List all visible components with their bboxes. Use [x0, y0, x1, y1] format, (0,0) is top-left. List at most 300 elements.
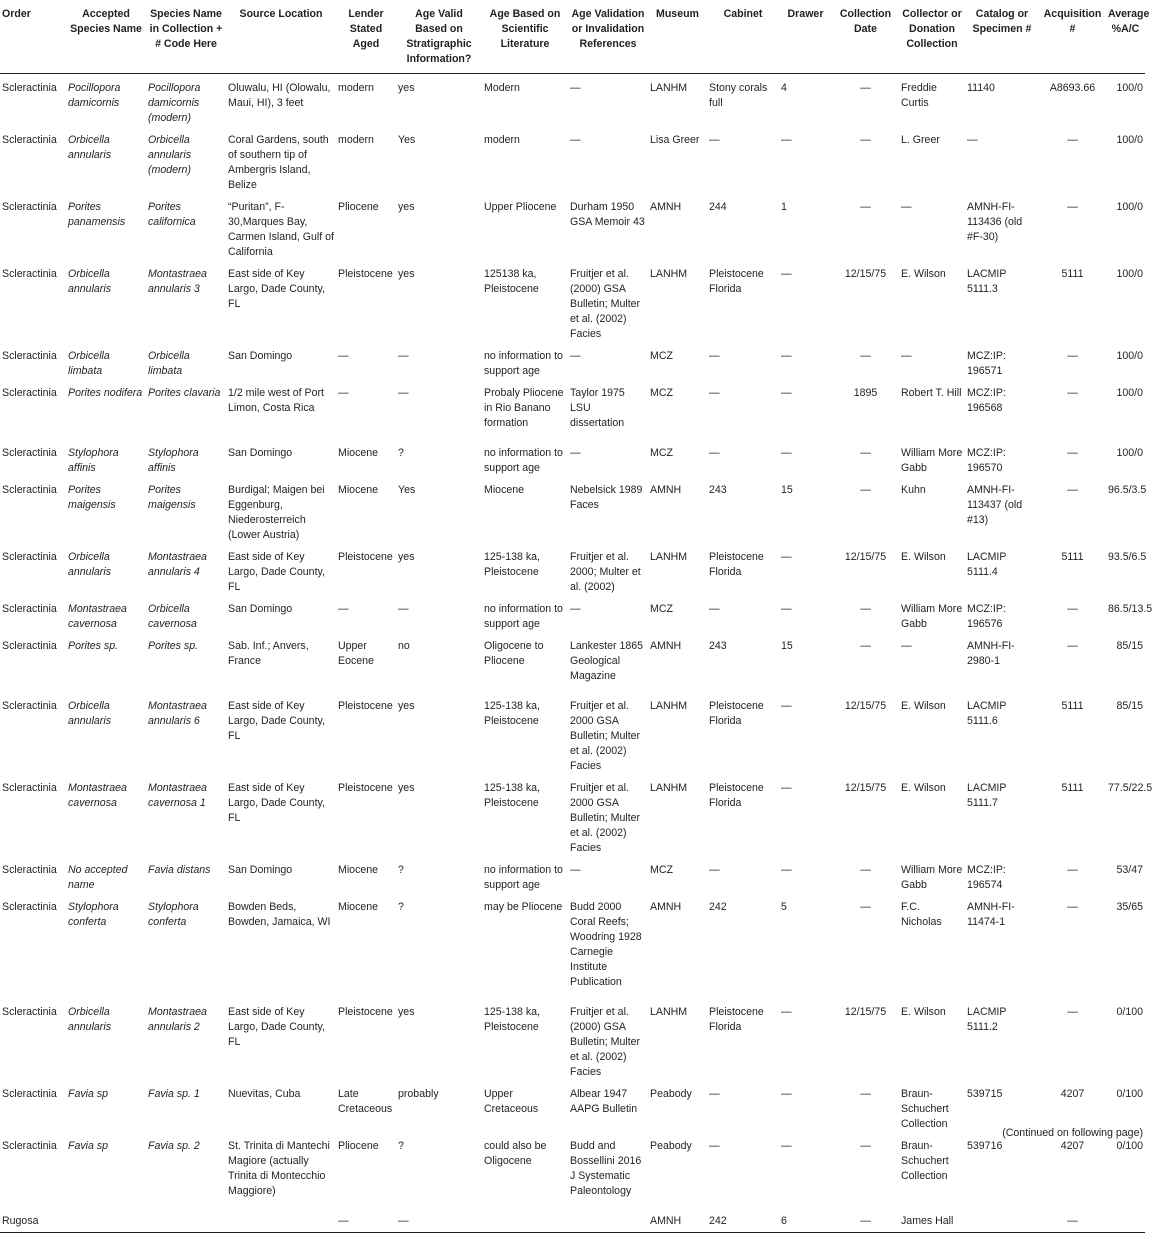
- cell-age-scientific-literature: 125-138 ka, Pleistocene: [484, 700, 540, 727]
- cell-species-name-in-collection: Orbicella cavernosa: [148, 603, 197, 630]
- cell-collector: F.C. Nicholas: [901, 901, 942, 928]
- cell-lender-stated-aged: —: [338, 603, 349, 615]
- table-row: [0, 543, 1145, 595]
- cell-age-validation-references: [568, 1207, 648, 1233]
- header-cabinet: Cabinet: [707, 0, 779, 74]
- cell-cabinet: 244: [709, 201, 727, 213]
- cell-accepted-species-name: Orbicella limbata: [68, 350, 110, 377]
- cell-acquisition-number: —: [1067, 484, 1078, 496]
- cell-species-name-in-collection: Montastraea annularis 6: [148, 700, 207, 727]
- table-row: [0, 998, 1145, 1080]
- table-row: [0, 632, 1145, 692]
- cell-collector: L. Greer: [901, 134, 940, 146]
- cell-species-name-in-collection: Porites maigensis: [148, 484, 196, 511]
- cell-species-name-in-collection: Favia sp. 2: [148, 1140, 200, 1152]
- cell-acquisition-number: —: [1067, 864, 1078, 876]
- cell-acquisition-number: 4207: [1060, 1088, 1085, 1100]
- header-collection-date: Collection Date: [832, 0, 899, 74]
- cell-accepted-species-name: Orbicella annularis: [68, 134, 111, 161]
- cell-species-name-in-collection: Favia distans: [148, 864, 211, 876]
- cell-drawer: —: [781, 700, 792, 712]
- cell-age-validation-references: Fruitjer et al. (2000) GSA Bulletin; Multer et al. (2002) Facies: [570, 268, 641, 340]
- cell-cabinet: —: [709, 1088, 720, 1100]
- cell-species-name-in-collection: Montastraea annularis 3: [148, 268, 207, 295]
- cell-cabinet: —: [709, 387, 720, 399]
- cell-drawer: —: [781, 1006, 792, 1018]
- cell-order: Scleractinia: [2, 134, 57, 146]
- table-row: [0, 893, 1145, 998]
- cell-catalog-number: AMNH-FI-113436 (old #F-30): [967, 201, 1023, 243]
- cell-drawer: 5: [781, 901, 787, 913]
- cell-drawer: —: [781, 268, 792, 280]
- cell-species-name-in-collection: Orbicella limbata: [148, 350, 190, 377]
- cell-age-scientific-literature: 125-138 ka, Pleistocene: [484, 551, 540, 578]
- cell-average-ac: 100/0: [1116, 82, 1143, 94]
- cell-lender-stated-aged: Pliocene: [338, 201, 379, 213]
- table-row: [0, 476, 1145, 543]
- cell-acquisition-number: 5111: [1061, 268, 1084, 280]
- cell-museum: AMNH: [650, 201, 682, 213]
- cell-order: Rugosa: [0, 1207, 66, 1233]
- cell-collector: E. Wilson: [901, 700, 946, 712]
- cell-average-ac: 93.5/6.5: [1108, 551, 1147, 563]
- cell-age-scientific-literature: could also be Oligocene: [484, 1140, 547, 1167]
- cell-age-valid-stratigraphic: yes: [398, 82, 415, 94]
- cell-collector: E. Wilson: [901, 1006, 946, 1018]
- cell-lender-stated-aged: modern: [338, 134, 374, 146]
- cell-drawer: —: [781, 350, 792, 362]
- cell-accepted-species-name: Orbicella annularis: [68, 551, 111, 578]
- cell-collector: William More Gabb: [901, 447, 963, 474]
- cell-lender-stated-aged: Pleistocene: [338, 551, 393, 563]
- cell-acquisition-number: —: [1067, 901, 1078, 913]
- table-header: [0, 0, 1150, 74]
- cell-source-location: Burdigal; Maigen bei Eggenburg, Niederosterreich (Lower Austria): [228, 484, 325, 541]
- cell-age-scientific-literature: Upper Cretaceous: [484, 1088, 539, 1115]
- cell-age-scientific-literature: Miocene: [484, 484, 525, 496]
- cell-lender-stated-aged: Pleistocene: [338, 268, 393, 280]
- cell-source-location: [226, 1207, 336, 1233]
- cell-source-location: East side of Key Largo, Dade County, FL: [228, 551, 325, 593]
- cell-acquisition-number: —: [1067, 603, 1078, 615]
- cell-acquisition-number: A8693.66: [1049, 82, 1096, 94]
- cell-age-validation-references: Nebelsick 1989 Faces: [570, 484, 643, 511]
- table-body: [0, 74, 1152, 1233]
- cell-accepted-species-name: Orbicella annularis: [68, 268, 111, 295]
- cell-lender-stated-aged: —: [336, 1207, 396, 1233]
- cell-collection-date: 12/15/75: [844, 551, 887, 563]
- header-age-scientific-literature: Age Based on Scientific Literature: [482, 0, 568, 74]
- table-row: [0, 595, 1145, 632]
- cell-catalog-number: LACMIP 5111.7: [967, 782, 1007, 809]
- cell-accepted-species-name: Stylophora conferta: [68, 901, 119, 928]
- cell-cabinet: Stony corals full: [709, 82, 768, 109]
- cell-source-location: East side of Key Largo, Dade County, FL: [228, 782, 325, 824]
- cell-species-name-in-collection: Favia sp. 1: [148, 1088, 200, 1100]
- cell-order: Scleractinia: [2, 268, 57, 280]
- cell-species-name-in-collection: Montastraea annularis 4: [148, 551, 207, 578]
- cell-drawer: 15: [781, 484, 793, 496]
- cell-collector: William More Gabb: [901, 864, 963, 891]
- cell-age-scientific-literature: [482, 1207, 568, 1233]
- cell-accepted-species-name: Orbicella annularis: [68, 1006, 111, 1033]
- cell-drawer: —: [781, 551, 792, 563]
- cell-source-location: St. Trinita di Mantechi Magiore (actually Trinita di Montecchio Maggiore): [228, 1140, 330, 1197]
- cell-age-validation-references: Fruitjer et al. 2000; Multer et al. (2002): [570, 551, 641, 593]
- cell-average-ac: 100/0: [1116, 134, 1143, 146]
- cell-order: Scleractinia: [2, 864, 57, 876]
- cell-acquisition-number: —: [1067, 134, 1078, 146]
- cell-order: Scleractinia: [2, 82, 57, 94]
- cell-species-name-in-collection: [146, 1207, 226, 1233]
- cell-accepted-species-name: Porites nodifera: [68, 387, 143, 399]
- cell-collection-date: —: [860, 864, 871, 876]
- cell-catalog-number: MCZ:IP: 196574: [967, 864, 1006, 891]
- cell-age-valid-stratigraphic: —: [398, 387, 409, 399]
- cell-museum: AMNH: [650, 484, 682, 496]
- cell-catalog-number: LACMIP 5111.2: [967, 1006, 1007, 1033]
- cell-age-validation-references: Lankester 1865 Geological Magazine: [570, 640, 644, 682]
- cell-cabinet: Pleistocene Florida: [709, 1006, 764, 1033]
- cell-accepted-species-name: Porites panamensis: [68, 201, 126, 228]
- cell-lender-stated-aged: Miocene: [338, 484, 379, 496]
- cell-lender-stated-aged: Late Cretaceous: [338, 1088, 393, 1115]
- cell-catalog-number: —: [967, 134, 978, 146]
- table-row: [0, 74, 1145, 127]
- cell-museum: Peabody: [650, 1140, 692, 1152]
- cell-catalog-number: MCZ:IP: 196570: [967, 447, 1006, 474]
- cell-acquisition-number: —: [1067, 201, 1078, 213]
- cell-lender-stated-aged: —: [338, 387, 349, 399]
- cell-species-name-in-collection: Orbicella annularis (modern): [148, 134, 191, 176]
- continued-note: (Continued on following page): [1002, 1127, 1143, 1139]
- cell-collector: E. Wilson: [901, 551, 946, 563]
- cell-collection-date: 1895: [853, 387, 878, 399]
- table-row: [0, 342, 1145, 379]
- cell-museum: MCZ: [650, 447, 673, 459]
- cell-age-valid-stratigraphic: ?: [398, 864, 404, 876]
- cell-age-scientific-literature: no information to support age: [484, 447, 563, 474]
- cell-source-location: San Domingo: [228, 350, 293, 362]
- cell-order: Scleractinia: [2, 484, 57, 496]
- header-order: Order: [0, 0, 66, 74]
- cell-species-name-in-collection: Montastraea annularis 2: [148, 1006, 207, 1033]
- cell-age-scientific-literature: Upper Pliocene: [484, 201, 557, 213]
- cell-age-valid-stratigraphic: —: [398, 350, 409, 362]
- header-accepted-species-name: Accepted Species Name: [66, 0, 146, 74]
- cell-lender-stated-aged: Miocene: [338, 447, 379, 459]
- cell-cabinet: 243: [709, 640, 727, 652]
- cell-drawer: 15: [781, 640, 793, 652]
- cell-order: Scleractinia: [2, 447, 57, 459]
- cell-drawer: 4: [781, 82, 787, 94]
- cell-collector: E. Wilson: [901, 782, 946, 794]
- cell-acquisition-number: 5111: [1061, 551, 1084, 563]
- cell-drawer: 1: [781, 201, 787, 213]
- cell-museum: MCZ: [650, 350, 673, 362]
- cell-cabinet: —: [709, 350, 720, 362]
- cell-collector: Kuhn: [901, 484, 926, 496]
- header-species-name-in-collection: Species Name in Collection + # Code Here: [146, 0, 226, 74]
- cell-collection-date: —: [860, 134, 871, 146]
- cell-collector: Braun-Schuchert Collection: [901, 1140, 949, 1182]
- cell-accepted-species-name: [66, 1207, 146, 1233]
- cell-source-location: “Puritan”, F-30,Marques Bay, Carmen Island, Gulf of California: [228, 201, 334, 258]
- cell-acquisition-number: 5111: [1061, 782, 1084, 794]
- cell-drawer: —: [781, 134, 792, 146]
- cell-collector: E. Wilson: [901, 268, 946, 280]
- cell-drawer: —: [781, 864, 792, 876]
- cell-museum: LANHM: [650, 551, 688, 563]
- cell-collector: Braun-Schuchert Collection: [901, 1088, 949, 1130]
- cell-species-name-in-collection: Pocillopora damicornis (modern): [148, 82, 201, 124]
- cell-catalog-number: MCZ:IP: 196571: [967, 350, 1006, 377]
- cell-cabinet: —: [709, 134, 720, 146]
- cell-lender-stated-aged: Pleistocene: [338, 700, 393, 712]
- cell-age-scientific-literature: Oligocene to Pliocene: [484, 640, 544, 667]
- cell-accepted-species-name: No accepted name: [68, 864, 128, 891]
- header-lender-stated-aged: Lender Stated Aged: [336, 0, 396, 74]
- cell-cabinet: Pleistocene Florida: [709, 782, 764, 809]
- cell-average-ac: 85/15: [1116, 700, 1143, 712]
- cell-museum: AMNH: [648, 1207, 707, 1233]
- header-museum: Museum: [648, 0, 707, 74]
- table-row: [0, 126, 1145, 193]
- table-row: [0, 774, 1145, 856]
- cell-cabinet: —: [709, 1140, 720, 1152]
- cell-age-validation-references: Durham 1950 GSA Memoir 43: [570, 201, 645, 228]
- cell-source-location: East side of Key Largo, Dade County, FL: [228, 700, 325, 742]
- cell-accepted-species-name: Orbicella annularis: [68, 700, 111, 727]
- header-age-valid-stratigraphic: Age Valid Based on Stratigraphic Information?: [396, 0, 482, 74]
- cell-average-ac: 0/100: [1116, 1088, 1143, 1100]
- cell-age-validation-references: —: [570, 350, 581, 362]
- cell-drawer: —: [781, 447, 792, 459]
- cell-species-name-in-collection: Porites clavaria: [148, 387, 221, 399]
- cell-museum: LANHM: [650, 82, 688, 94]
- cell-museum: AMNH: [650, 901, 682, 913]
- cell-drawer: —: [781, 603, 792, 615]
- cell-age-scientific-literature: Probaly Pliocene in Rio Banano formation: [484, 387, 564, 429]
- cell-source-location: Nuevitas, Cuba: [228, 1088, 301, 1100]
- cell-age-valid-stratigraphic: yes: [398, 1006, 415, 1018]
- cell-age-validation-references: Budd and Bossellini 2016 J Systematic Paleontology: [570, 1140, 642, 1197]
- cell-source-location: San Domingo: [228, 603, 293, 615]
- cell-drawer: 6: [779, 1207, 832, 1233]
- cell-order: Scleractinia: [2, 201, 57, 213]
- cell-catalog-number: AMNH-FI-11474-1: [967, 901, 1015, 928]
- cell-lender-stated-aged: Pleistocene: [338, 782, 393, 794]
- cell-acquisition-number: —: [1067, 640, 1078, 652]
- cell-collector: William More Gabb: [901, 603, 963, 630]
- cell-collection-date: —: [860, 201, 871, 213]
- cell-average-ac: 86.5/13.5: [1108, 603, 1152, 615]
- cell-order: Scleractinia: [2, 1088, 57, 1100]
- cell-lender-stated-aged: modern: [338, 82, 374, 94]
- cell-catalog-number: AMNH-FI-2980-1: [967, 640, 1015, 667]
- cell-collection-date: —: [860, 350, 871, 362]
- cell-catalog-number: 539716: [967, 1140, 1003, 1152]
- cell-age-validation-references: Budd 2000 Coral Reefs; Woodring 1928 Carnegie Institute Publication: [570, 901, 642, 988]
- cell-museum: Peabody: [650, 1088, 692, 1100]
- cell-source-location: San Domingo: [228, 447, 293, 459]
- cell-average-ac: 35/65: [1116, 901, 1143, 913]
- cell-museum: MCZ: [650, 387, 673, 399]
- cell-museum: MCZ: [650, 603, 673, 615]
- cell-collection-date: —: [860, 484, 871, 496]
- cell-order: Scleractinia: [2, 782, 57, 794]
- cell-catalog-number: [965, 1207, 1039, 1233]
- cell-source-location: 1/2 mile west of Port Limon, Costa Rica: [228, 387, 324, 414]
- cell-age-scientific-literature: no information to support age: [484, 603, 563, 630]
- table-row: [0, 379, 1145, 439]
- cell-age-valid-stratigraphic: no: [398, 640, 410, 652]
- cell-average-ac: [1106, 1207, 1145, 1233]
- cell-cabinet: 243: [709, 484, 727, 496]
- cell-collection-date: 12/15/75: [844, 268, 887, 280]
- cell-order: Scleractinia: [2, 901, 57, 913]
- cell-lender-stated-aged: Pliocene: [338, 1140, 379, 1152]
- cell-age-valid-stratigraphic: ?: [398, 901, 404, 913]
- cell-age-valid-stratigraphic: yes: [398, 201, 415, 213]
- header-catalog-number: Catalog or Specimen #: [965, 0, 1039, 74]
- table-row: [0, 1207, 1145, 1233]
- cell-collection-date: —: [832, 1207, 899, 1233]
- cell-source-location: East side of Key Largo, Dade County, FL: [228, 268, 325, 310]
- header-age-validation-references: Age Validation or Invalidation References: [568, 0, 648, 74]
- cell-order: Scleractinia: [2, 551, 57, 563]
- cell-age-valid-stratigraphic: —: [398, 603, 409, 615]
- cell-age-valid-stratigraphic: —: [396, 1207, 482, 1233]
- cell-museum: AMNH: [650, 640, 682, 652]
- cell-species-name-in-collection: Porites californica: [148, 201, 196, 228]
- header-row: [0, 0, 1145, 74]
- cell-museum: MCZ: [650, 864, 673, 876]
- cell-accepted-species-name: Porites sp.: [68, 640, 119, 652]
- cell-drawer: —: [781, 387, 792, 399]
- cell-collection-date: —: [860, 901, 871, 913]
- cell-average-ac: 85/15: [1116, 640, 1143, 652]
- cell-age-scientific-literature: may be Pliocene: [484, 901, 563, 913]
- cell-age-scientific-literature: 125-138 ka, Pleistocene: [484, 782, 540, 809]
- cell-age-validation-references: —: [570, 447, 581, 459]
- cell-drawer: —: [781, 1140, 792, 1152]
- cell-species-name-in-collection: Porites sp.: [148, 640, 199, 652]
- cell-collection-date: 12/15/75: [844, 1006, 887, 1018]
- cell-museum: LANHM: [650, 782, 688, 794]
- cell-order: Scleractinia: [2, 387, 57, 399]
- cell-acquisition-number: 5111: [1061, 700, 1084, 712]
- cell-accepted-species-name: Favia sp: [68, 1088, 109, 1100]
- cell-collector: Robert T. Hill: [901, 387, 962, 399]
- cell-age-validation-references: —: [570, 134, 581, 146]
- table-row: [0, 1080, 1145, 1132]
- cell-order: Scleractinia: [2, 1140, 57, 1152]
- cell-age-valid-stratigraphic: ?: [398, 1140, 404, 1152]
- cell-species-name-in-collection: Stylophora affinis: [148, 447, 199, 474]
- cell-accepted-species-name: Favia sp: [68, 1140, 109, 1152]
- cell-acquisition-number: —: [1067, 387, 1078, 399]
- cell-cabinet: Pleistocene Florida: [709, 551, 764, 578]
- cell-cabinet: —: [709, 864, 720, 876]
- cell-collector: —: [901, 201, 912, 213]
- cell-drawer: —: [781, 1088, 792, 1100]
- cell-catalog-number: 11140: [967, 82, 995, 94]
- header-average-ac: Average %A/C: [1106, 0, 1145, 74]
- cell-acquisition-number: —: [1067, 350, 1078, 362]
- cell-museum: LANHM: [650, 268, 688, 280]
- header-source-location: Source Location: [226, 0, 336, 74]
- cell-age-validation-references: —: [570, 82, 581, 94]
- cell-accepted-species-name: Porites maigensis: [68, 484, 116, 511]
- cell-age-valid-stratigraphic: yes: [398, 782, 415, 794]
- header-collector: Collector or Donation Collection: [899, 0, 965, 74]
- cell-age-valid-stratigraphic: probably: [398, 1088, 439, 1100]
- cell-acquisition-number: —: [1039, 1207, 1106, 1233]
- cell-drawer: —: [781, 782, 792, 794]
- cell-catalog-number: AMNH-FI-113437 (old #13): [967, 484, 1023, 526]
- cell-collection-date: 12/15/75: [844, 700, 887, 712]
- cell-collection-date: —: [860, 82, 871, 94]
- cell-age-scientific-literature: 125-138 ka, Pleistocene: [484, 1006, 540, 1033]
- cell-age-valid-stratigraphic: yes: [398, 551, 415, 563]
- cell-average-ac: 0/100: [1116, 1006, 1143, 1018]
- cell-collector: —: [901, 350, 912, 362]
- cell-age-scientific-literature: modern: [484, 134, 520, 146]
- cell-acquisition-number: —: [1067, 1006, 1078, 1018]
- cell-age-valid-stratigraphic: ?: [398, 447, 404, 459]
- cell-age-valid-stratigraphic: yes: [398, 700, 415, 712]
- cell-average-ac: 100/0: [1116, 387, 1143, 399]
- cell-source-location: Sab. Inf.; Anvers, France: [228, 640, 309, 667]
- cell-source-location: San Domingo: [228, 864, 293, 876]
- cell-order: Scleractinia: [2, 350, 57, 362]
- cell-species-name-in-collection: Montastraea cavernosa 1: [148, 782, 207, 809]
- table-row: [0, 260, 1145, 342]
- table-row: [0, 692, 1145, 774]
- cell-collection-date: —: [860, 1088, 871, 1100]
- cell-order: Scleractinia: [2, 1006, 57, 1018]
- cell-catalog-number: LACMIP 5111.3: [967, 268, 1007, 295]
- cell-catalog-number: LACMIP 5111.6: [967, 700, 1007, 727]
- cell-cabinet: 242: [707, 1207, 779, 1233]
- cell-acquisition-number: —: [1067, 447, 1078, 459]
- cell-museum: LANHM: [650, 1006, 688, 1018]
- cell-lender-stated-aged: Miocene: [338, 901, 379, 913]
- cell-lender-stated-aged: Miocene: [338, 864, 379, 876]
- cell-age-validation-references: Albear 1947 AAPG Bulletin: [570, 1088, 638, 1115]
- cell-accepted-species-name: Montastraea cavernosa: [68, 603, 127, 630]
- cell-catalog-number: LACMIP 5111.4: [967, 551, 1007, 578]
- cell-museum: Lisa Greer: [650, 134, 700, 146]
- cell-average-ac: 53/47: [1116, 864, 1143, 876]
- cell-average-ac: 100/0: [1116, 201, 1143, 213]
- cell-cabinet: —: [709, 603, 720, 615]
- cell-acquisition-number: 4207: [1060, 1140, 1085, 1152]
- cell-age-scientific-literature: 125138 ka, Pleistocene: [484, 268, 539, 295]
- cell-collection-date: —: [860, 603, 871, 615]
- cell-age-valid-stratigraphic: yes: [398, 268, 415, 280]
- header-drawer: Drawer: [779, 0, 832, 74]
- cell-source-location: East side of Key Largo, Dade County, FL: [228, 1006, 325, 1048]
- cell-collection-date: —: [860, 640, 871, 652]
- cell-lender-stated-aged: Pleistocene: [338, 1006, 393, 1018]
- cell-age-scientific-literature: no information to support age: [484, 350, 563, 377]
- cell-cabinet: —: [709, 447, 720, 459]
- cell-source-location: Coral Gardens, south of southern tip of Ambergris Island, Belize: [228, 134, 329, 191]
- header-acquisition-number: Acquisition #: [1039, 0, 1106, 74]
- cell-catalog-number: 539715: [967, 1088, 1003, 1100]
